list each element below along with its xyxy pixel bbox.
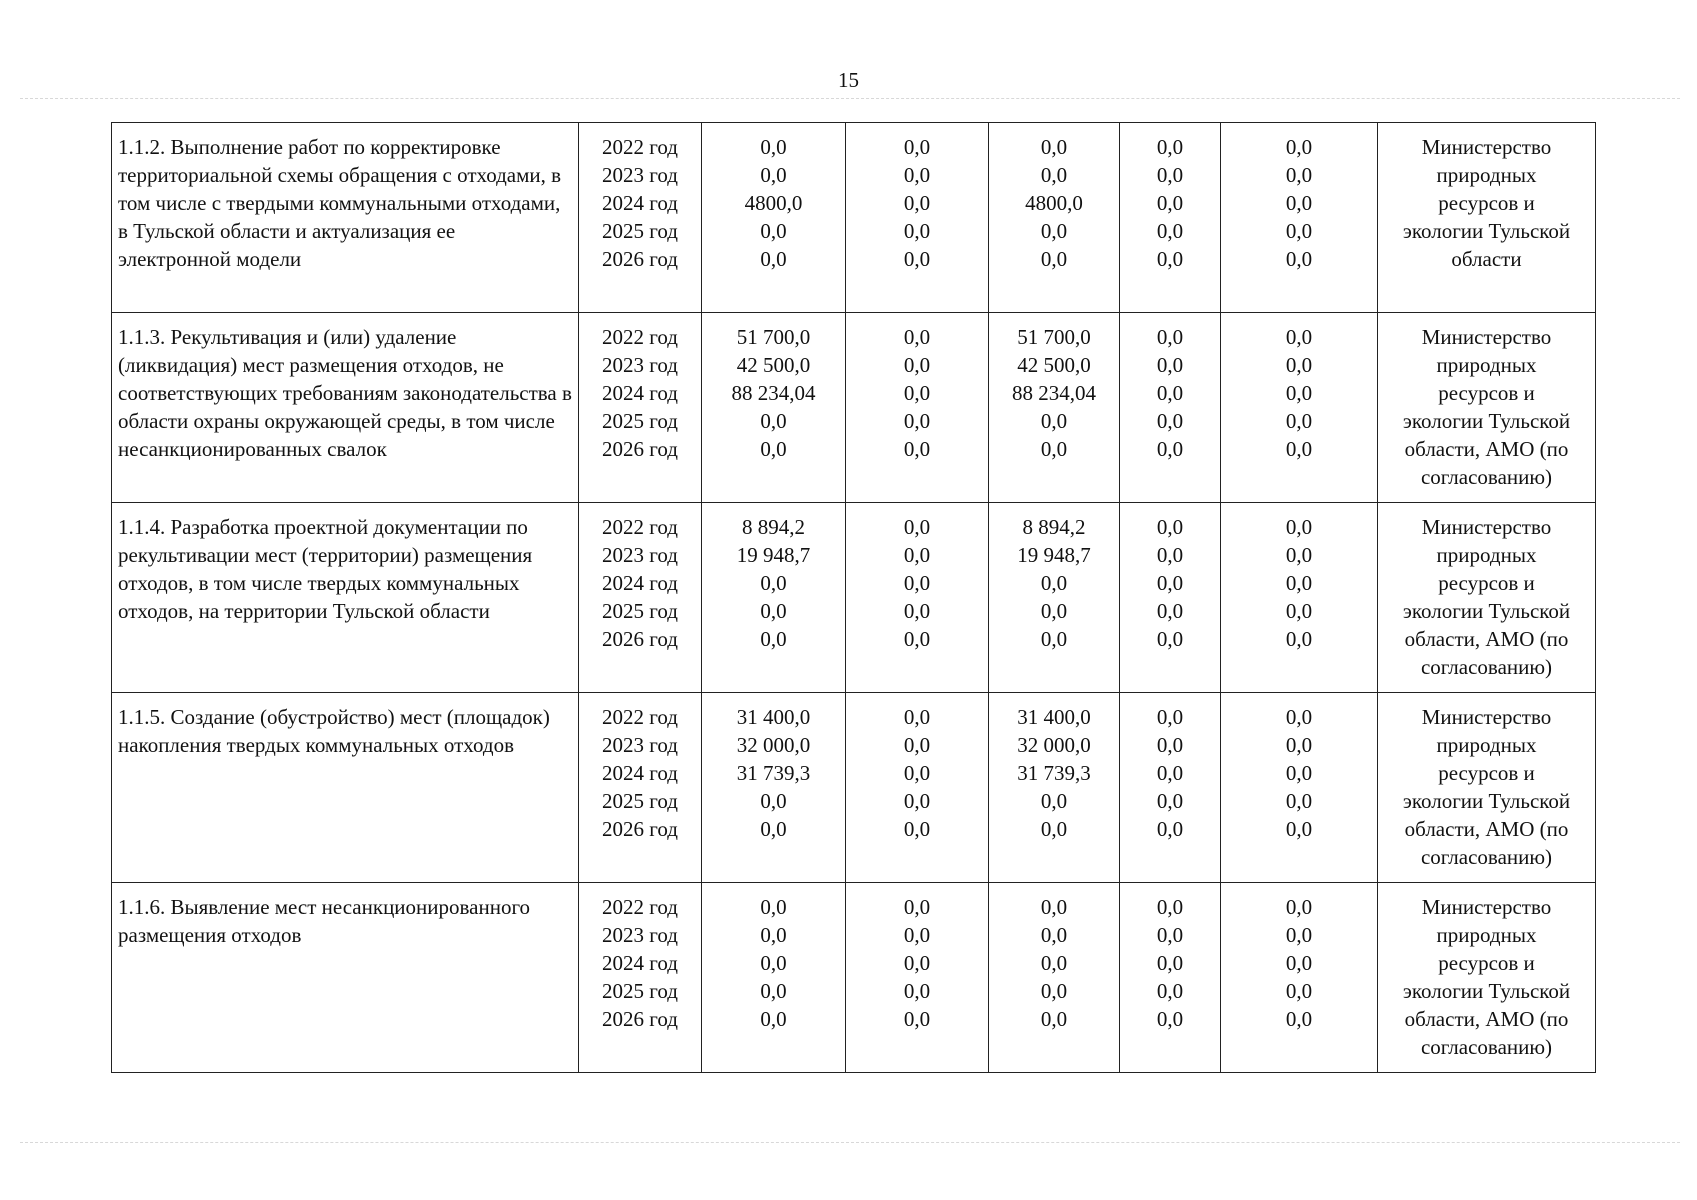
local-cell [1120, 313, 1221, 503]
local-value: 0,0 [1156, 353, 1184, 377]
table-row [112, 123, 1596, 313]
total-value: 0,0 [760, 599, 787, 623]
total-value: 88 234,04 [731, 381, 816, 405]
local-value: 0,0 [1156, 191, 1184, 215]
regional-value: 0,0 [1040, 219, 1068, 243]
local-cell [1120, 123, 1221, 313]
local-value: 0,0 [1156, 895, 1184, 919]
regional-value: 0,0 [1040, 599, 1068, 623]
total-value: 19 948,7 [736, 543, 811, 567]
year-cell [579, 503, 702, 693]
local-value: 0,0 [1156, 705, 1184, 729]
activity-name-cell [112, 693, 579, 883]
other-cell [1221, 693, 1378, 883]
year-label: 2024 год [602, 191, 678, 215]
local-value: 0,0 [1156, 1007, 1184, 1031]
federal-value: 0,0 [903, 191, 931, 215]
year-label: 2024 год [602, 761, 678, 785]
regional-value: 31 739,3 [1017, 761, 1091, 785]
regional-value: 0,0 [1040, 979, 1068, 1003]
federal-value: 0,0 [903, 571, 931, 595]
local-value: 0,0 [1156, 409, 1184, 433]
year-label: 2022 год [602, 135, 678, 159]
other-value: 0,0 [1285, 219, 1313, 243]
activity-name: 1.1.2. Выполнение работ по корректировке территориальной схемы обращения с отходами, в том числе с твердыми коммунальными отходами, в Тульской области и актуализация ее электронной модели [118, 135, 562, 271]
regional-cell [989, 503, 1120, 693]
federal-value: 0,0 [903, 951, 931, 975]
federal-value: 0,0 [903, 437, 931, 461]
federal-value: 0,0 [903, 353, 931, 377]
year-label: 2025 год [602, 979, 678, 1003]
regional-cell [989, 313, 1120, 503]
local-value: 0,0 [1156, 951, 1184, 975]
other-value: 0,0 [1285, 761, 1313, 785]
year-label: 2023 год [602, 733, 678, 757]
year-label: 2023 год [602, 923, 678, 947]
other-cell [1221, 313, 1378, 503]
responsible-line: Министерство [1421, 325, 1552, 349]
page-number: 15 [838, 68, 859, 92]
responsible-line: природных [1436, 543, 1537, 567]
responsible-line: ресурсов и [1438, 191, 1535, 215]
local-value: 0,0 [1156, 979, 1184, 1003]
regional-value: 0,0 [1040, 895, 1068, 919]
total-value: 32 000,0 [736, 733, 811, 757]
regional-value: 8 894,2 [1022, 515, 1086, 539]
responsible-line: экологии Тульской [1402, 789, 1571, 813]
year-label: 2022 год [602, 895, 678, 919]
federal-value: 0,0 [903, 381, 931, 405]
total-value: 42 500,0 [736, 353, 811, 377]
local-value: 0,0 [1156, 543, 1184, 567]
local-value: 0,0 [1156, 733, 1184, 757]
responsible-line: согласованию) [1420, 845, 1553, 869]
local-value: 0,0 [1156, 571, 1184, 595]
regional-value: 19 948,7 [1017, 543, 1091, 567]
responsible-cell [1378, 313, 1596, 503]
regional-value: 0,0 [1040, 571, 1068, 595]
total-value: 0,0 [760, 409, 787, 433]
total-value: 0,0 [760, 219, 787, 243]
federal-value: 0,0 [903, 1007, 931, 1031]
table-body [112, 123, 1596, 1073]
activity-name-cell [112, 313, 579, 503]
other-cell [1221, 883, 1378, 1073]
year-label: 2026 год [602, 817, 678, 841]
total-value: 8 894,2 [742, 515, 805, 539]
local-value: 0,0 [1156, 381, 1184, 405]
federal-value: 0,0 [903, 409, 931, 433]
year-label: 2026 год [602, 247, 678, 271]
regional-value: 0,0 [1040, 163, 1068, 187]
other-value: 0,0 [1285, 409, 1313, 433]
total-value: 0,0 [760, 627, 787, 651]
local-value: 0,0 [1156, 817, 1184, 841]
activity-name: 1.1.5. Создание (обустройство) мест (площадок) накопления твердых коммунальных отходов [118, 705, 550, 757]
federal-value: 0,0 [903, 163, 931, 187]
total-value: 0,0 [760, 571, 787, 595]
federal-value: 0,0 [903, 705, 931, 729]
responsible-line: ресурсов и [1438, 571, 1535, 595]
year-label: 2024 год [602, 571, 678, 595]
responsible-line: области, АМО (по [1404, 627, 1569, 651]
federal-value: 0,0 [903, 817, 931, 841]
local-value: 0,0 [1156, 325, 1184, 349]
other-value: 0,0 [1285, 599, 1313, 623]
budget-table [111, 122, 1596, 1073]
federal-value: 0,0 [903, 789, 931, 813]
responsible-line: области [1451, 247, 1522, 271]
other-value: 0,0 [1285, 353, 1313, 377]
year-label: 2026 год [602, 437, 678, 461]
regional-cell [989, 693, 1120, 883]
year-label: 2023 год [602, 163, 678, 187]
regional-value: 0,0 [1040, 923, 1068, 947]
federal-cell [846, 123, 989, 313]
total-cell [702, 313, 846, 503]
year-cell [579, 313, 702, 503]
total-value: 0,0 [760, 437, 787, 461]
responsible-line: согласованию) [1420, 465, 1553, 489]
year-label: 2026 год [602, 627, 678, 651]
total-value: 0,0 [760, 923, 787, 947]
responsible-line: Министерство [1421, 135, 1552, 159]
activity-name-cell [112, 503, 579, 693]
year-cell [579, 693, 702, 883]
regional-value: 32 000,0 [1017, 733, 1091, 757]
regional-value: 0,0 [1040, 247, 1068, 271]
federal-value: 0,0 [903, 627, 931, 651]
local-value: 0,0 [1156, 515, 1184, 539]
local-value: 0,0 [1156, 789, 1184, 813]
other-value: 0,0 [1285, 571, 1313, 595]
responsible-line: области, АМО (по [1404, 1007, 1569, 1031]
total-value: 31 739,3 [736, 761, 811, 785]
other-value: 0,0 [1285, 247, 1313, 271]
regional-value: 51 700,0 [1017, 325, 1091, 349]
responsible-line: ресурсов и [1438, 761, 1535, 785]
responsible-cell [1378, 123, 1596, 313]
other-value: 0,0 [1285, 951, 1313, 975]
local-cell [1120, 883, 1221, 1073]
year-label: 2025 год [602, 409, 678, 433]
activity-name-cell [112, 123, 579, 313]
other-value: 0,0 [1285, 543, 1313, 567]
local-value: 0,0 [1156, 135, 1184, 159]
other-value: 0,0 [1285, 789, 1313, 813]
local-value: 0,0 [1156, 437, 1184, 461]
responsible-line: экологии Тульской [1402, 409, 1571, 433]
year-label: 2025 год [602, 599, 678, 623]
responsible-line: ресурсов и [1438, 951, 1535, 975]
other-value: 0,0 [1285, 381, 1313, 405]
federal-value: 0,0 [903, 325, 931, 349]
year-label: 2022 год [602, 515, 678, 539]
total-value: 0,0 [760, 951, 787, 975]
total-cell [702, 883, 846, 1073]
federal-value: 0,0 [903, 761, 931, 785]
total-value: 0,0 [760, 895, 787, 919]
regional-value: 0,0 [1040, 135, 1068, 159]
responsible-line: экологии Тульской [1402, 979, 1571, 1003]
regional-value: 0,0 [1040, 1007, 1068, 1031]
scan-artifact-line [20, 98, 1680, 99]
total-value: 0,0 [760, 163, 787, 187]
responsible-line: природных [1436, 163, 1537, 187]
regional-value: 0,0 [1040, 817, 1068, 841]
regional-cell [989, 883, 1120, 1073]
year-cell [579, 123, 702, 313]
local-value: 0,0 [1156, 219, 1184, 243]
federal-value: 0,0 [903, 895, 931, 919]
total-value: 51 700,0 [736, 325, 811, 349]
total-value: 0,0 [760, 247, 787, 271]
other-value: 0,0 [1285, 515, 1313, 539]
other-value: 0,0 [1285, 437, 1313, 461]
other-value: 0,0 [1285, 191, 1313, 215]
federal-cell [846, 503, 989, 693]
regional-value: 0,0 [1040, 627, 1068, 651]
responsible-line: области, АМО (по [1404, 817, 1569, 841]
scan-artifact-line [20, 1142, 1680, 1143]
local-value: 0,0 [1156, 247, 1184, 271]
total-value: 0,0 [760, 135, 787, 159]
total-value: 31 400,0 [736, 705, 811, 729]
responsible-line: природных [1436, 353, 1537, 377]
responsible-line: природных [1436, 733, 1537, 757]
local-cell [1120, 503, 1221, 693]
other-value: 0,0 [1285, 705, 1313, 729]
other-value: 0,0 [1285, 163, 1313, 187]
year-cell [579, 883, 702, 1073]
total-value: 0,0 [760, 817, 787, 841]
responsible-line: экологии Тульской [1402, 599, 1571, 623]
responsible-line: области, АМО (по [1404, 437, 1569, 461]
responsible-cell [1378, 503, 1596, 693]
other-value: 0,0 [1285, 135, 1313, 159]
other-value: 0,0 [1285, 817, 1313, 841]
other-value: 0,0 [1285, 979, 1313, 1003]
local-cell [1120, 693, 1221, 883]
total-cell [702, 503, 846, 693]
regional-value: 31 400,0 [1017, 705, 1091, 729]
other-cell [1221, 123, 1378, 313]
total-value: 0,0 [760, 979, 787, 1003]
total-value: 0,0 [760, 1007, 787, 1031]
regional-value: 0,0 [1040, 409, 1068, 433]
federal-value: 0,0 [903, 219, 931, 243]
federal-cell [846, 313, 989, 503]
regional-value: 42 500,0 [1017, 353, 1091, 377]
responsible-cell [1378, 883, 1596, 1073]
table-row [112, 883, 1596, 1073]
year-label: 2023 год [602, 353, 678, 377]
regional-cell [989, 123, 1120, 313]
regional-value: 4800,0 [1025, 191, 1083, 215]
federal-value: 0,0 [903, 543, 931, 567]
other-cell [1221, 503, 1378, 693]
local-value: 0,0 [1156, 761, 1184, 785]
regional-value: 0,0 [1040, 789, 1068, 813]
federal-value: 0,0 [903, 135, 931, 159]
other-value: 0,0 [1285, 923, 1313, 947]
other-value: 0,0 [1285, 733, 1313, 757]
total-value: 4800,0 [744, 191, 803, 215]
table-row [112, 503, 1596, 693]
year-label: 2026 год [602, 1007, 678, 1031]
other-value: 0,0 [1285, 895, 1313, 919]
year-label: 2025 год [602, 789, 678, 813]
responsible-line: природных [1436, 923, 1537, 947]
local-value: 0,0 [1156, 627, 1184, 651]
federal-value: 0,0 [903, 515, 931, 539]
year-label: 2024 год [602, 381, 678, 405]
federal-value: 0,0 [903, 923, 931, 947]
responsible-line: Министерство [1421, 705, 1552, 729]
total-cell [702, 123, 846, 313]
federal-value: 0,0 [903, 733, 931, 757]
activity-name-cell [112, 883, 579, 1073]
activity-name: 1.1.4. Разработка проектной документации по рекультивации мест (территории) размещения отходов, в том числе твердых коммунальных отходов, на территории Тульской области [118, 515, 533, 623]
year-label: 2022 год [602, 325, 678, 349]
activity-name: 1.1.3. Рекультивация и (или) удаление (ликвидация) мест размещения отходов, не соответствующих требованиям законодательства в области охраны окружающей среды, в том числе несанкционированных свалок [118, 325, 572, 461]
other-value: 0,0 [1285, 1007, 1313, 1031]
federal-value: 0,0 [903, 247, 931, 271]
federal-value: 0,0 [903, 979, 931, 1003]
responsible-line: Министерство [1421, 895, 1552, 919]
local-value: 0,0 [1156, 599, 1184, 623]
regional-value: 0,0 [1040, 437, 1068, 461]
activity-name: 1.1.6. Выявление мест несанкционированного размещения отходов [118, 895, 531, 947]
other-value: 0,0 [1285, 627, 1313, 651]
regional-value: 0,0 [1040, 951, 1068, 975]
total-value: 0,0 [760, 789, 787, 813]
local-value: 0,0 [1156, 923, 1184, 947]
federal-cell [846, 883, 989, 1073]
year-label: 2025 год [602, 219, 678, 243]
year-label: 2024 год [602, 951, 678, 975]
responsible-cell [1378, 693, 1596, 883]
responsible-line: экологии Тульской [1402, 219, 1571, 243]
year-label: 2022 год [602, 705, 678, 729]
regional-value: 88 234,04 [1012, 381, 1096, 405]
other-value: 0,0 [1285, 325, 1313, 349]
total-cell [702, 693, 846, 883]
responsible-line: ресурсов и [1438, 381, 1535, 405]
table-row [112, 693, 1596, 883]
federal-cell [846, 693, 989, 883]
responsible-line: согласованию) [1420, 655, 1553, 679]
year-label: 2023 год [602, 543, 678, 567]
federal-value: 0,0 [903, 599, 931, 623]
local-value: 0,0 [1156, 163, 1184, 187]
table-row [112, 313, 1596, 503]
responsible-line: согласованию) [1420, 1035, 1553, 1059]
responsible-line: Министерство [1421, 515, 1552, 539]
